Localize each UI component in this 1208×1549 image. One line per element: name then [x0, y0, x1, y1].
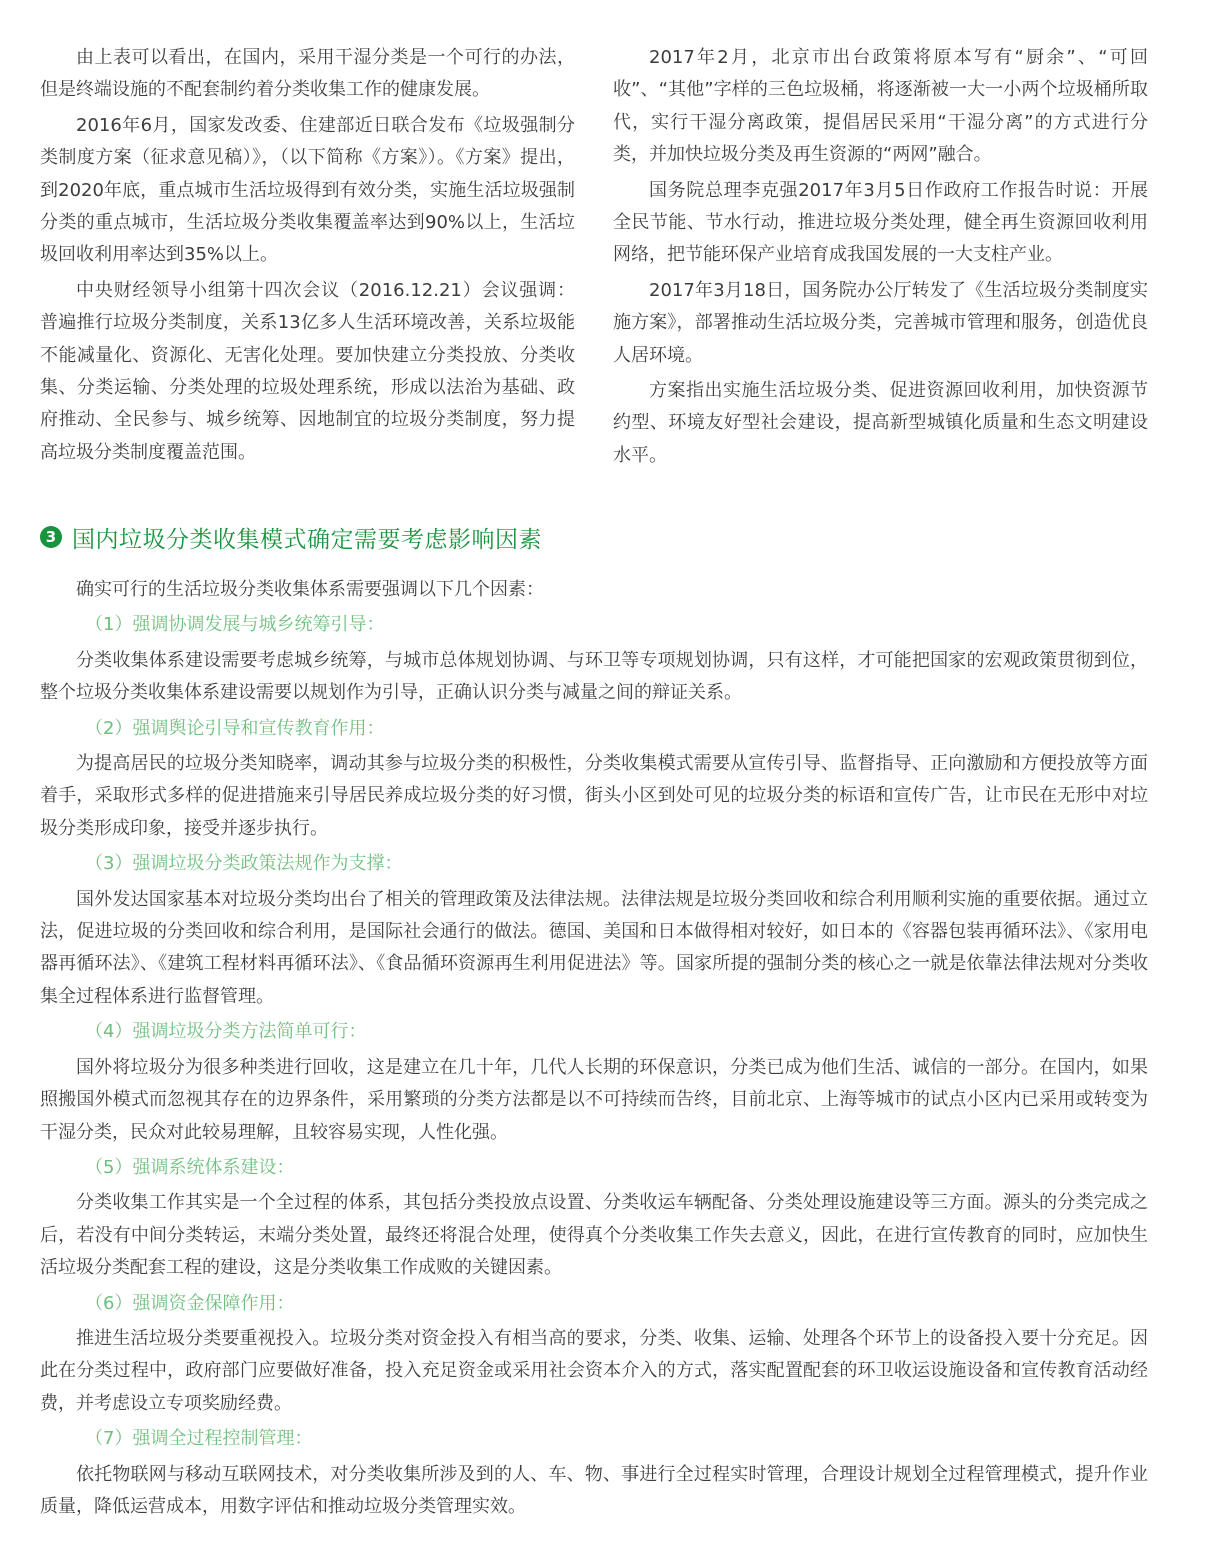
factor-heading: （5）强调系统体系建设：: [85, 1156, 295, 1178]
section-number-badge: 3: [40, 526, 62, 548]
paragraph: 2017年3月18日，国务院办公厅转发了《生活垃圾分类制度实施方案》，部署推动生活垃圾分类，完善城市管理和服务，创造优良人居环境。: [613, 279, 1148, 366]
factor-body: 国外发达国家基本对垃圾分类均出台了相关的管理政策及法律法规。法律法规是垃圾分类回收和综合利用顺利实施的重要依据。通过立法，促进垃圾的分类回收和综合利用，是国际社会通行的做法。德国、美国和日本做得相对较好，如日本的《容器包装再循环法》、《家用电器再循环法》、《建筑工程材料再循环法》、《食品循环资源再生利用促进法》等。国家所提的强制分类的核心之一就是依靠法律法规对分类收集全过程体系进行监督管理。: [40, 888, 1148, 1007]
factor-body: 分类收集工作其实是一个全过程的体系，其包括分类投放点设置、分类收运车辆配备、分类处理设施建设等三方面。源头的分类完成之后，若没有中间分类转运，末端分类处置，最终还将混合处理，使得真个分类收集工作失去意义，因此，在进行宣传教育的同时，应加快生活垃圾分类配套工程的建设，这是分类收集工作成败的关键因素。: [40, 1192, 1148, 1279]
section-intro: 确实可行的生活垃圾分类收集体系需要强调以下几个因素：: [76, 579, 544, 600]
factor-heading: （3）强调垃圾分类政策法规作为支撑：: [85, 853, 403, 875]
section-body: [40, 574, 1148, 1526]
factor-heading: （6）强调资金保障作用：: [85, 1292, 295, 1314]
factor-body: 分类收集体系建设需要考虑城乡统筹，与城市总体规划协调、与环卫等专项规划协调，只有这样，才可能把国家的宏观政策贯彻到位，整个垃圾分类收集体系建设需要以规划作为引导，正确认识分类与减量之间的辩证关系。: [40, 649, 1148, 704]
paragraph: 中央财经领导小组第十四次会议（2016.12.21）会议强调：普遍推行垃圾分类制度，关系13亿多人生活环境改善，关系垃圾能不能减量化、资源化、无害化处理。要加快建立分类投放、分类收集、分类运输、分类处理的垃圾处理系统，形成以法治为基础、政府推动、全民参与、城乡统筹、因地制宜的垃圾分类制度，努力提高垃圾分类制度覆盖范围。: [40, 279, 575, 463]
paragraph: 由上表可以看出，在国内，采用干湿分类是一个可行的办法，但是终端设施的不配套制约着分类收集工作的健康发展。: [40, 47, 575, 101]
section-heading: [40, 520, 542, 554]
section-title: 国内垃圾分类收集模式确定需要考虑影响因素: [72, 526, 542, 553]
paragraph: 方案指出实施生活垃圾分类、促进资源回收利用，加快资源节约型、环境友好型社会建设，提高新型城镇化质量和生态文明建设水平。: [613, 380, 1148, 466]
factor-heading: （1）强调协调发展与城乡统筹引导：: [85, 614, 385, 636]
factor-heading: （7）强调全过程控制管理：: [85, 1428, 313, 1450]
factor-body: 依托物联网与移动互联网技术，对分类收集所涉及到的人、车、物、事进行全过程实时管理，合理设计规划全过程管理模式，提升作业质量，降低运营成本，用数字评估和推动垃圾分类管理实效。: [40, 1463, 1148, 1517]
factor-heading: （4）强调垃圾分类方法简单可行：: [85, 1021, 367, 1043]
factor-heading: （2）强调舆论引导和宣传教育作用：: [85, 717, 385, 739]
left-column: [40, 42, 575, 472]
paragraph: 2016年6月，国家发改委、住建部近日联合发布《垃圾强制分类制度方案（征求意见稿）》，（以下简称《方案》）。《方案》提出，到2020年底，重点城市生活垃圾得到有效分类，实施生活垃圾强制分类的重点城市，生活垃圾分类收集覆盖率达到90%以上，生活垃圾回收利用率达到35%以上。: [40, 114, 575, 266]
factor-body: 为提高居民的垃圾分类知晓率，调动其参与垃圾分类的积极性，分类收集模式需要从宣传引导、监督指导、正向激励和方便投放等方面着手，采取形式多样的促进措施来引导居民养成垃圾分类的好习惯，街头小区到处可见的垃圾分类的标语和宣传广告，让市民在无形中对垃圾分类形成印象，接受并逐步执行。: [40, 753, 1148, 839]
factor-body: 推进生活垃圾分类要重视投入。垃圾分类对资金投入有相当高的要求，分类、收集、运输、处理各个环节上的设备投入要十分充足。因此在分类过程中，政府部门应要做好准备，投入充足资金或采用社会资本介入的方式，落实配置配套的环卫收运设施设备和宣传教育活动经费，并考虑设立专项奖励经费。: [40, 1327, 1148, 1414]
paragraph: 国务院总理李克强2017年3月5日作政府工作报告时说：开展全民节能、节水行动，推进垃圾分类处理，健全再生资源回收利用网络，把节能环保产业培育成我国发展的一大支柱产业。: [613, 179, 1148, 266]
paragraph: 2017年2月，北京市出台政策将原本写有“厨余”、“可回收”、“其他”字样的三色垃圾桶，将逐渐被一大一小两个垃圾桶所取代，实行干湿分离政策，提倡居民采用“干湿分离”的方式进行分类，并加快垃圾分类及再生资源的“两网”融合。: [613, 47, 1148, 166]
right-column: [613, 42, 1148, 475]
factor-body: 国外将垃圾分为很多种类进行回收，这是建立在几十年，几代人长期的环保意识，分类已成为他们生活、诚信的一部分。在国内，如果照搬国外模式而忽视其存在的边界条件，采用繁琐的分类方法都是以不可持续而告终，目前北京、上海等城市的试点小区内已采用或转变为干湿分类，民众对此较易理解，且较容易实现，人性化强。: [40, 1056, 1148, 1143]
